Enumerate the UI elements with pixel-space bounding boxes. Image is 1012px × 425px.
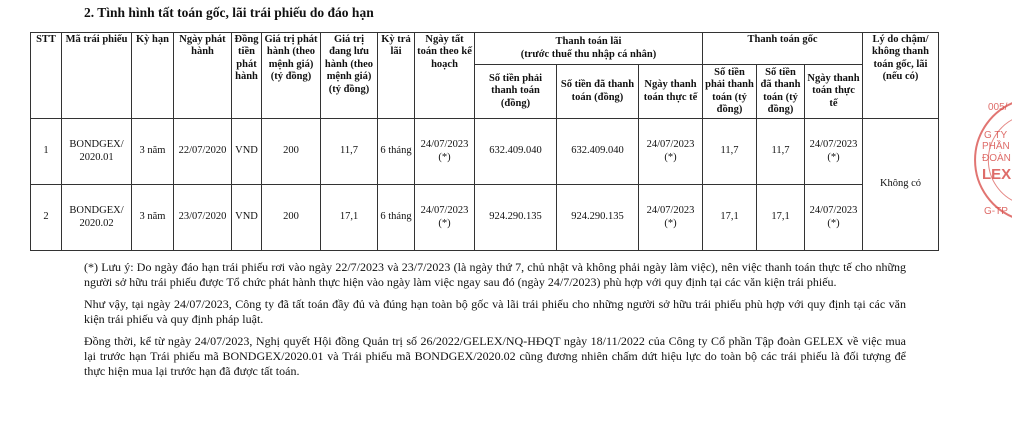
header-term: Kỳ hạn xyxy=(132,33,174,119)
cell-bond-code: BONDGEX/ 2020.02 xyxy=(62,185,132,251)
settlement-paragraph: Như vậy, tại ngày 24/07/2023, Công ty đã tất toán đầy đủ và đúng hạn toàn bộ gốc và lãi trái phiếu cho những người sở hữu trái phiếu phù hợp với quy định tại các văn kiện trái phiếu và quy định pháp luật. xyxy=(84,297,906,326)
seal-text: ĐOÀN xyxy=(982,153,1011,164)
seal-text: G TY xyxy=(984,130,1008,141)
seal-text: 005/ xyxy=(988,102,1008,113)
interest-actual-date-value: 24/07/2023 xyxy=(646,139,695,151)
seal-text: G-TP xyxy=(984,206,1008,217)
cell-principal-due: 17,1 xyxy=(703,185,757,251)
footnote-mark: (*) xyxy=(438,217,451,229)
footnote-mark: (*) xyxy=(664,217,677,229)
cell-currency: VND xyxy=(232,119,262,185)
cell-principal-paid: 17,1 xyxy=(757,185,805,251)
header-interest-period: Kỳ trả lãi xyxy=(378,33,415,119)
cell-currency: VND xyxy=(232,185,262,251)
cell-issue-date: 22/07/2020 xyxy=(174,119,232,185)
cell-stt: 1 xyxy=(31,119,62,185)
header-interest-due: Số tiền phải thanh toán (đồng) xyxy=(475,65,557,119)
cell-reason: Không có xyxy=(863,119,939,251)
header-planned-date: Ngày tất toán theo kế hoạch xyxy=(415,33,475,119)
table-row xyxy=(31,185,939,251)
cell-planned-date xyxy=(415,185,475,251)
header-stt: STT xyxy=(31,33,62,119)
footnote-mark: (*) xyxy=(664,151,677,163)
header-interest-group xyxy=(475,33,703,65)
cell-outstanding-value: 17,1 xyxy=(321,185,378,251)
footnote-mark: (*) xyxy=(827,151,840,163)
cell-term: 3 năm xyxy=(132,185,174,251)
cell-principal-actual-date xyxy=(805,185,863,251)
section-title: 2. Tình hình tất toán gốc, lãi trái phiếu do đáo hạn xyxy=(84,5,374,20)
cell-interest-due: 924.290.135 xyxy=(475,185,557,251)
header-interest-actual-date: Ngày thanh toán thực tế xyxy=(639,65,703,119)
planned-date-value: 24/07/2023 xyxy=(420,139,469,151)
cell-interest-actual-date xyxy=(639,119,703,185)
header-principal-paid: Số tiền đã thanh toán (tỷ đồng) xyxy=(757,65,805,119)
header-interest-paid: Số tiền đã thanh toán (đồng) xyxy=(557,65,639,119)
seal-inner-ring xyxy=(988,117,1012,203)
footnote-mark: (*) xyxy=(827,217,840,229)
cell-issue-date: 23/07/2020 xyxy=(174,185,232,251)
cell-planned-date xyxy=(415,119,475,185)
cell-principal-due: 11,7 xyxy=(703,119,757,185)
header-principal-group: Thanh toán gốc xyxy=(703,33,863,65)
header-principal-actual-date: Ngày thanh toán thực tế xyxy=(805,65,863,119)
cell-outstanding-value: 11,7 xyxy=(321,119,378,185)
bond-settlement-table xyxy=(30,32,939,251)
notes-section xyxy=(84,260,906,386)
cell-interest-due: 632.409.040 xyxy=(475,119,557,185)
cell-issue-value: 200 xyxy=(262,185,321,251)
header-issue-value: Giá trị phát hành (theo mệnh giá) (tỷ đồng) xyxy=(262,33,321,119)
cell-principal-actual-date xyxy=(805,119,863,185)
header-bond-code: Mã trái phiếu xyxy=(62,33,132,119)
principal-actual-date-value: 24/07/2023 xyxy=(809,139,858,151)
cell-principal-paid: 11,7 xyxy=(757,119,805,185)
header-currency: Đồng tiền phát hành xyxy=(232,33,262,119)
interest-actual-date-value: 24/07/2023 xyxy=(646,205,695,217)
table-row xyxy=(31,119,939,185)
company-seal xyxy=(960,95,1012,245)
footnote-mark: (*) xyxy=(438,151,451,163)
cell-interest-period: 6 tháng xyxy=(378,119,415,185)
cell-issue-value: 200 xyxy=(262,119,321,185)
interest-group-title: Thanh toán lãi xyxy=(555,36,622,48)
interest-group-subtitle: (trước thuế thu nhập cá nhân) xyxy=(520,48,657,60)
principal-actual-date-value: 24/07/2023 xyxy=(809,205,858,217)
cell-interest-paid: 632.409.040 xyxy=(557,119,639,185)
planned-date-value: 24/07/2023 xyxy=(420,205,469,217)
footnote-paragraph: (*) Lưu ý: Do ngày đáo hạn trái phiếu rơi vào ngày 22/7/2023 và 23/7/2023 (là ngày thứ 7, chủ nhật và không phải ngày làm việc), nên việc thanh toán thực tế cho những người sở hữu trái phiếu được Tổ chức phát hành thực hiện vào ngày làm việc ngay sau đó (ngày 24/7/2023) phù hợp với quy định tại các văn kiện trái phiếu. xyxy=(84,260,906,289)
cell-bond-code: BONDGEX/ 2020.01 xyxy=(62,119,132,185)
cell-stt: 2 xyxy=(31,185,62,251)
resolution-paragraph: Đồng thời, kể từ ngày 24/07/2023, Nghị quyết Hội đồng Quản trị số 26/2022/GELEX/NQ-HĐQT ngày 18/11/2022 của Công ty Cổ phần Tập đoàn GELEX về việc mua lại trước hạn Trái phiếu mã BONDGEX/2020.01 và Trái phiếu mã BONDGEX/2020.02 cũng đương nhiên chấm dứt hiệu lực do toàn bộ các trái phiếu là đối tượng để thực hiện mua lại trước hạn đã được tất toán. xyxy=(84,334,906,378)
cell-interest-paid: 924.290.135 xyxy=(557,185,639,251)
header-principal-due: Số tiền phải thanh toán (tỷ đồng) xyxy=(703,65,757,119)
header-outstanding-value: Giá trị đang lưu hành (theo mệnh giá) (tỷ đồng) xyxy=(321,33,378,119)
cell-term: 3 năm xyxy=(132,119,174,185)
header-reason: Lý do chậm/ không thanh toán gốc, lãi (nếu có) xyxy=(863,33,939,119)
seal-text: LEX xyxy=(982,166,1012,183)
seal-text: PHẦN xyxy=(982,141,1010,152)
seal-ring xyxy=(975,101,1012,219)
cell-interest-period: 6 tháng xyxy=(378,185,415,251)
header-issue-date: Ngày phát hành xyxy=(174,33,232,119)
cell-interest-actual-date xyxy=(639,185,703,251)
